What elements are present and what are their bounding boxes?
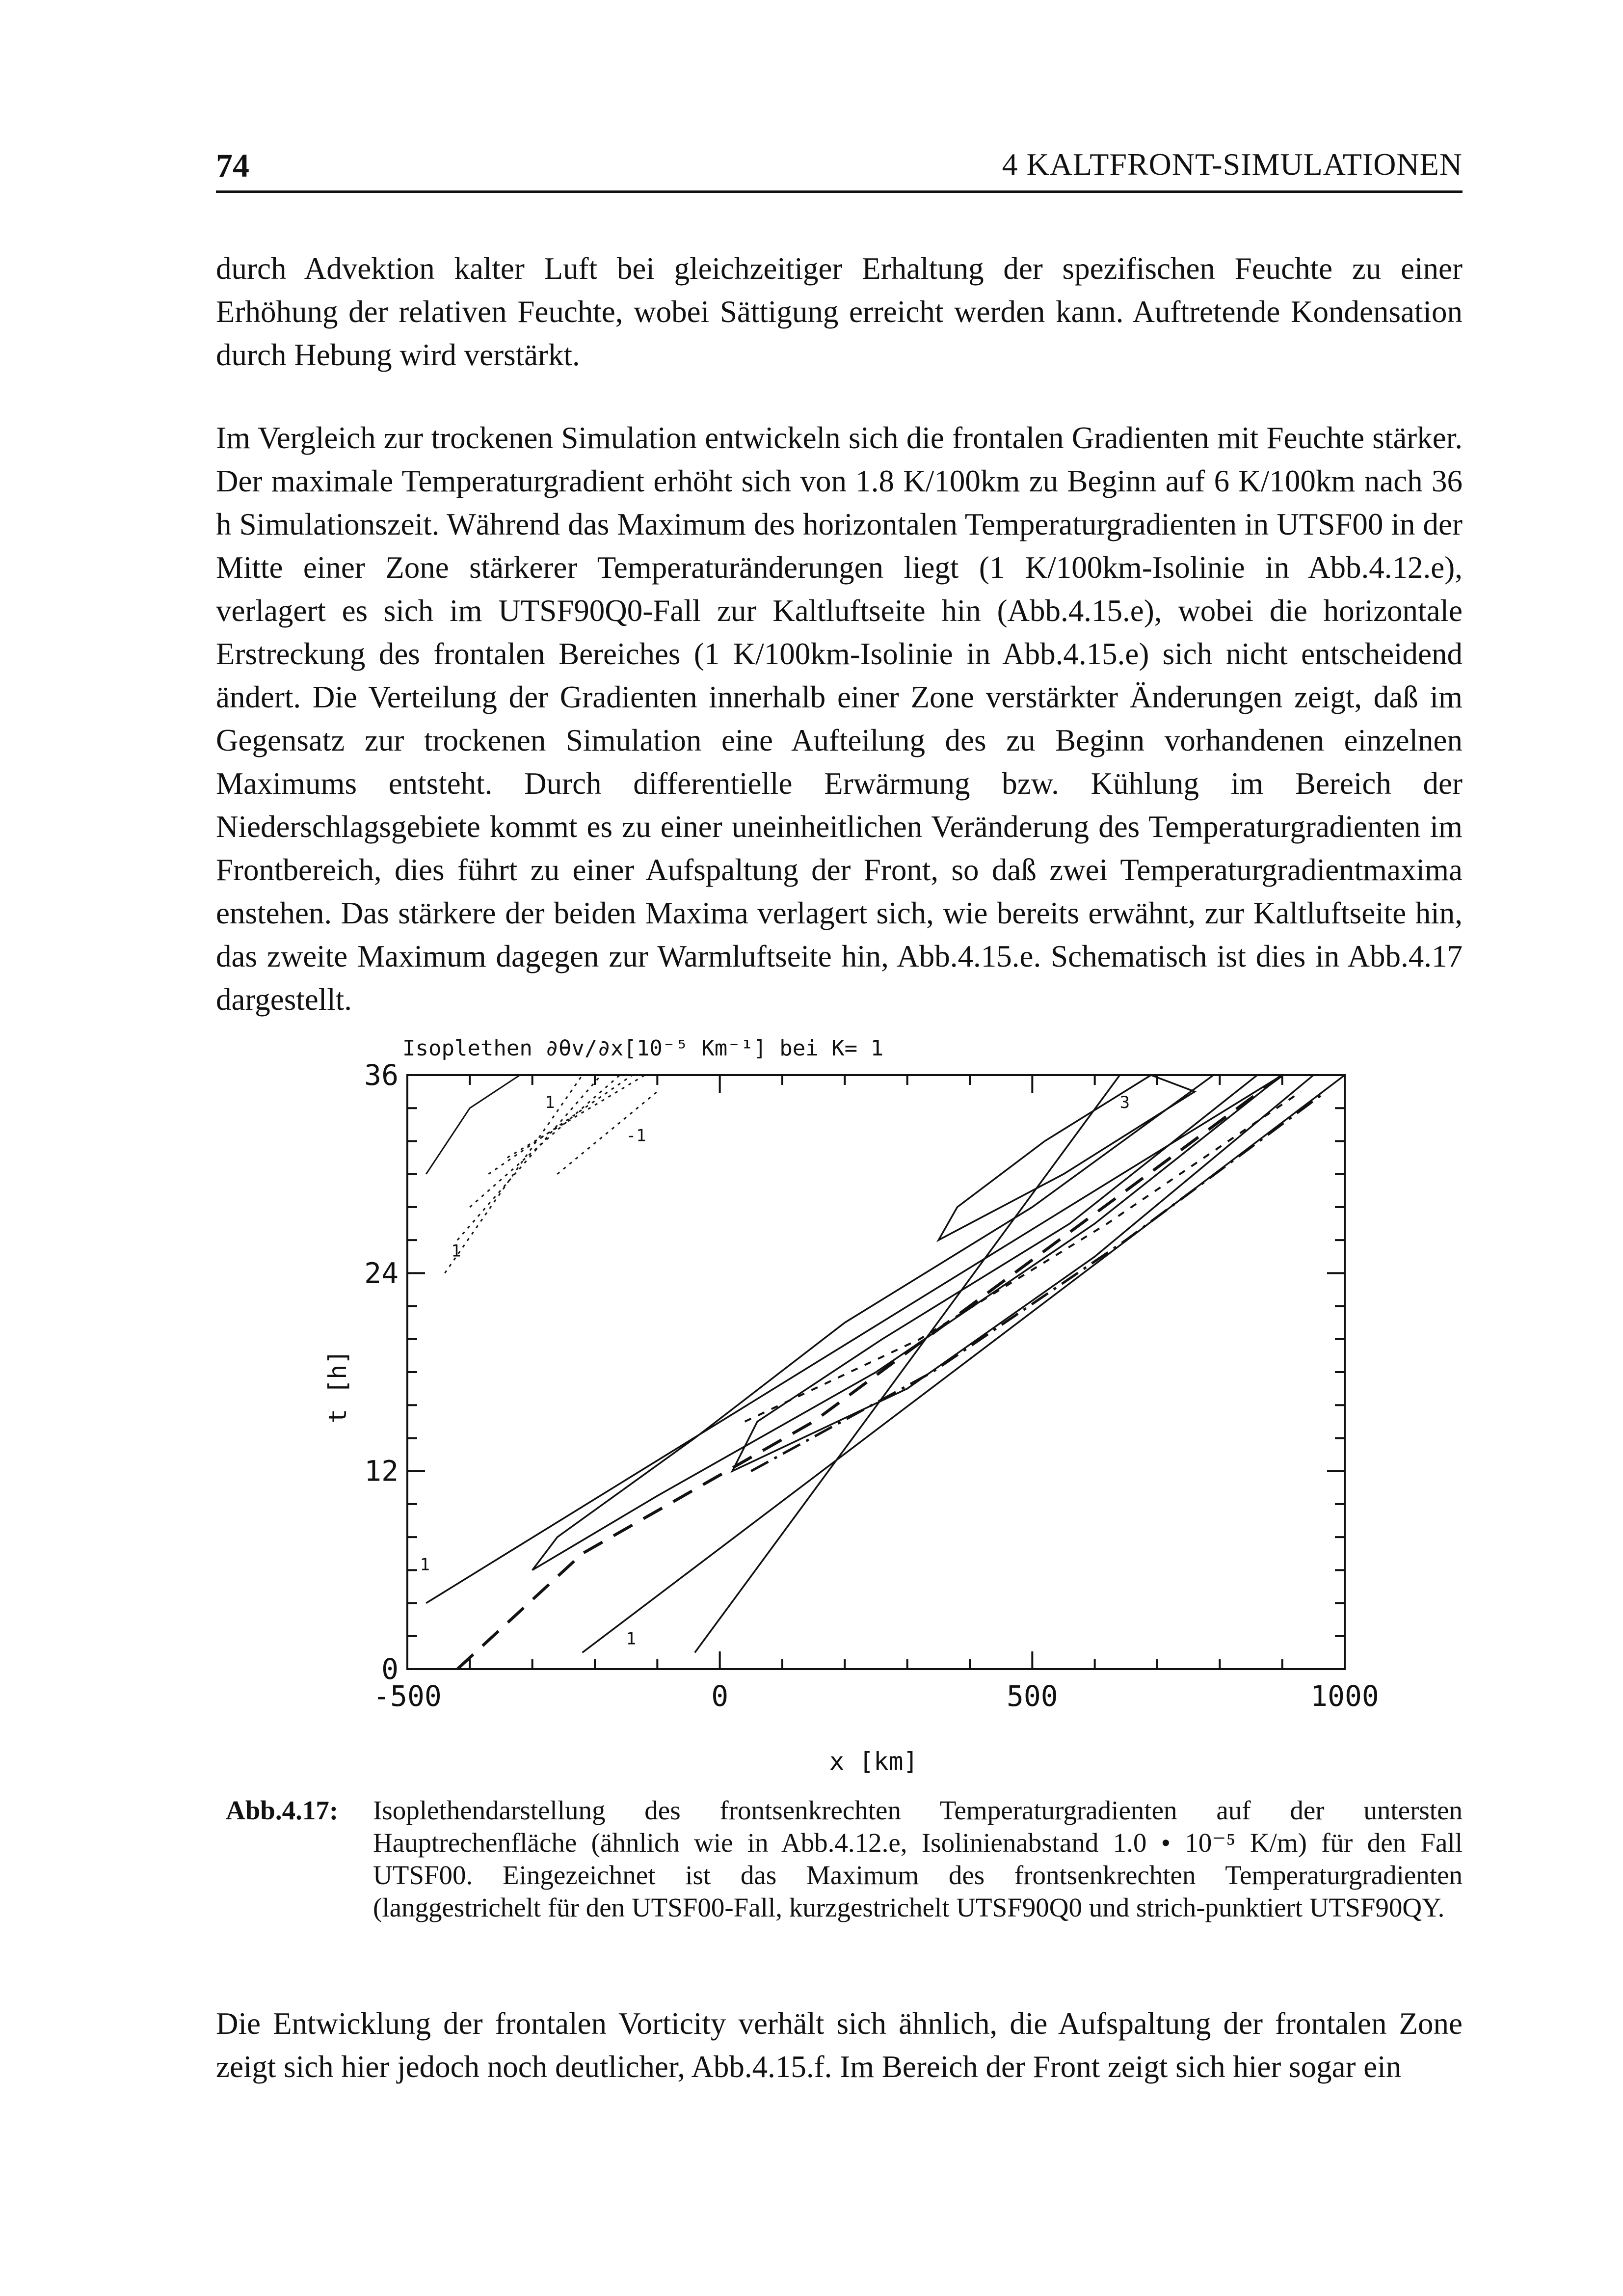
page-number: 74 xyxy=(216,147,249,184)
body-paragraph: durch Advektion kalter Luft bei gleichzeitiger Erhaltung der spezifischen Feuchte zu einer Erhöhung der relativen Feuchte, wobei Sättigung erreicht werden kann. Auftretende Kondensation durch Hebung wird verstärkt. xyxy=(216,251,1463,372)
x-tick-label: 1000 xyxy=(1310,1679,1379,1713)
plot-area xyxy=(364,1058,1379,1713)
y-tick-label: 36 xyxy=(364,1058,399,1092)
chart xyxy=(314,1011,1404,1777)
y-tick-label: 0 xyxy=(381,1652,399,1686)
series-line xyxy=(751,1092,1326,1471)
body-paragraph: Im Vergleich zur trockenen Simulation entwickeln sich die frontalen Gradienten mit Feuchte stärker. Der maximale Temperaturgradient erhöht sich von 1.8 K/100km zu Beginn auf 6 K/100km nach 36 h Simulationszeit. Während das Maximum des horizontalen Temperaturgradienten in UTSF00 in der Mitte einer Zone stärkerer Temperaturänderungen liegt (1 K/100km-Isolinie in Abb.4.12.e), verlagert es sich im UTSF90Q0-Fall zur Kaltluftseite hin (Abb.4.15.e), wobei die horizontale Erstreckung des frontalen Bereiches (1 K/100km-Isolinie in Abb.4.15.e) sich nicht entscheidend ändert. Die Verteilung der Gradienten innerhalb einer Zone verstärkter Änderungen zeigt, daß im Gegensatz zur trockenen Simulation eine Aufteilung des zu Beginn vorhandenen einzelnen Maximums entsteht. Durch differentielle Erwärmung bzw. Kühlung im Bereich der Niederschlagsgebiete kommt es zu einer uneinheitlichen Veränderung des Temperaturgradienten im Frontbereich, dies führt zu einer Aufspaltung der Front, so daß zwei Temperaturgradientmaxima enstehen. Das stärkere der beiden Maxima verlagert sich, wie bereits erwähnt, zur Kaltluftseite hin, das zweite Maximum dagegen zur Warmluftseite hin, Abb.4.15.e. Schematisch ist dies in Abb.4.17 dargestellt. xyxy=(216,421,1463,1017)
contour-label: 3 xyxy=(1119,1093,1130,1113)
chart-title: Isoplethen ∂θv/∂x[10⁻⁵ Km⁻¹] bei K= 1 xyxy=(402,1036,884,1061)
series-line xyxy=(457,1075,1282,1669)
body-paragraph: Die Entwicklung der frontalen Vorticity verhält sich ähnlich, die Aufspaltung der frontalen Zone zeigt sich hier jedoch noch deutlicher, Abb.4.15.f. Im Bereich der Front zeigt sich hier sogar ein xyxy=(216,2006,1463,2084)
isoline-negative xyxy=(507,1075,645,1158)
running-head: 4 KALTFRONT-SIMULATIONEN xyxy=(1002,147,1463,182)
y-tick-label: 12 xyxy=(364,1454,399,1488)
isoline-negative xyxy=(457,1075,601,1240)
contour-label: 1 xyxy=(420,1555,430,1575)
isoline-negative xyxy=(445,1075,582,1273)
contour-label: -1 xyxy=(626,1126,646,1146)
x-tick-label: 0 xyxy=(711,1679,729,1713)
figure-isoplethen xyxy=(314,1011,1404,1777)
contour-label: 1 xyxy=(451,1241,461,1261)
x-axis-label: x [km] xyxy=(829,1747,918,1776)
series-line xyxy=(745,1092,1301,1422)
caption-text: Isoplethendarstellung des frontsenkrechten Temperaturgradienten auf der untersten Hauptrechenfläche (ähnlich wie in Abb.4.12.e, Isolinienabstand 1.0 • 10⁻⁵ K/m) für den Fall UTSF00. Eingezeichnet ist das Maximum des frontsenkrechten Temperaturgradienten (langgestrichelt für den UTSF00-Fall, kurzgestrichelt UTSF90Q0 und strich-punktiert UTSF90QY. xyxy=(373,1795,1463,1922)
y-axis-label: t [h] xyxy=(323,1350,352,1424)
x-tick-label: -500 xyxy=(373,1679,442,1713)
y-tick-label: 24 xyxy=(364,1256,399,1290)
page-header xyxy=(216,146,1463,193)
isoline-contour xyxy=(695,1075,1120,1652)
contour-label: 1 xyxy=(626,1629,637,1649)
caption-label: Abb.4.17: xyxy=(226,1795,339,1825)
isoline-contour xyxy=(426,1075,1282,1603)
contour-label: 1 xyxy=(545,1093,555,1113)
isoline-contour xyxy=(426,1075,520,1174)
isoline-negative xyxy=(489,1075,633,1174)
isoline-contour xyxy=(532,1075,1282,1570)
x-tick-label: 500 xyxy=(1006,1679,1058,1713)
isoline-contour xyxy=(938,1075,1195,1240)
